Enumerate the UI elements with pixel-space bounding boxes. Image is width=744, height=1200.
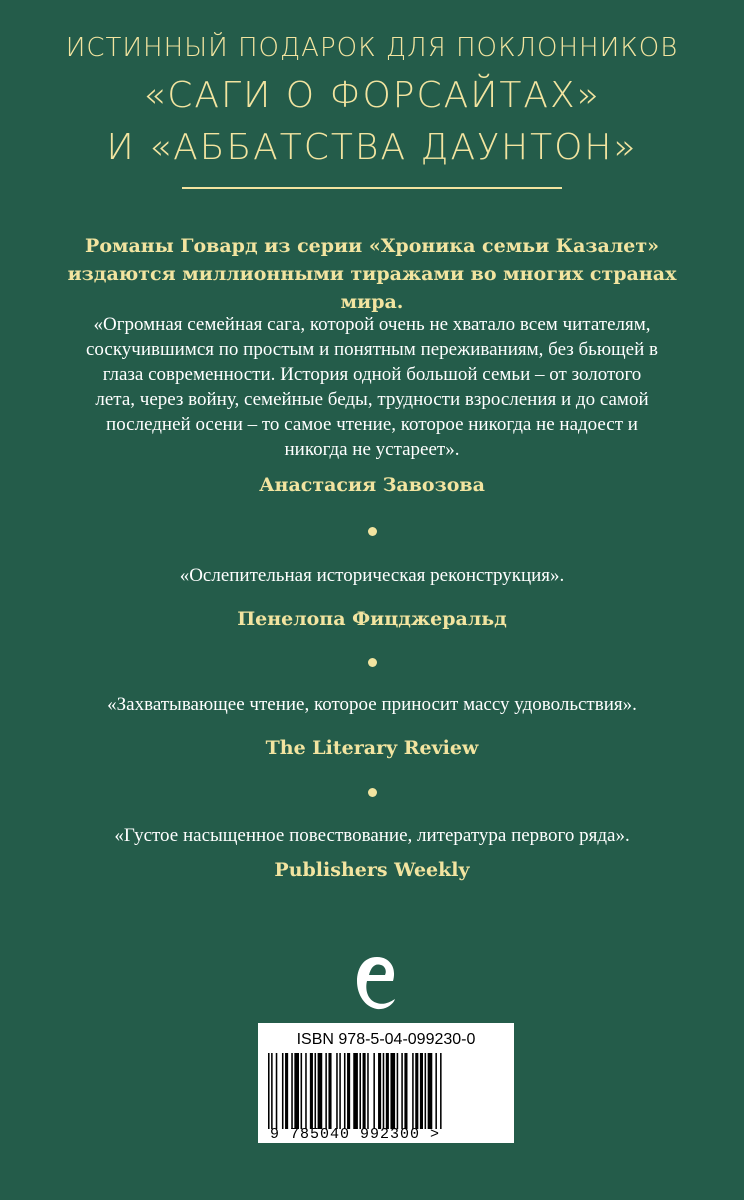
barcode-bar (420, 1053, 423, 1129)
barcode-bar (271, 1053, 273, 1129)
barcode-bar (401, 1053, 403, 1129)
barcode-bar (328, 1053, 331, 1129)
headline-line-2: «САГИ О ФОРСАЙТАХ» (143, 75, 601, 116)
headline (0, 26, 744, 174)
barcode-bar (425, 1053, 427, 1129)
barcode-bar (294, 1053, 299, 1129)
barcode-bar (415, 1053, 418, 1129)
review-quote-2 (30, 563, 714, 588)
barcode-bar (291, 1053, 293, 1129)
barcode-bar (276, 1053, 278, 1129)
headline-divider (182, 187, 562, 189)
review-quote-1 (30, 312, 714, 462)
barcode-bar (404, 1053, 407, 1129)
barcode-bar (440, 1053, 442, 1129)
review-1-line-3: глаза современности. История одной большой семьи – от золотого (102, 364, 642, 385)
barcode-bar (315, 1053, 317, 1129)
barcode-bar (412, 1053, 414, 1129)
barcode-bars (268, 1053, 504, 1129)
review-3-line-1: «Захватывающее чтение, которое приносит массу удовольствия». (107, 694, 637, 715)
barcode-bar (344, 1053, 346, 1129)
isbn-number: ISBN 978-5-04-099230-0 (296, 1031, 476, 1048)
barcode-bar (285, 1053, 288, 1129)
lead-line-2: издаются миллионными тиражами во многих странах мира. (67, 263, 677, 313)
barcode-bar (378, 1053, 381, 1129)
barcode-bar (383, 1053, 385, 1129)
lead-line-1: Романы Говард из серии «Хроника семьи Казалет» (85, 235, 659, 257)
review-author-3: The Literary Review (265, 737, 479, 759)
publisher-logo-icon (353, 953, 401, 1013)
barcode-digits: 9 785040 992300 > (270, 1126, 441, 1143)
barcode-bar (359, 1053, 361, 1129)
review-1-line-4: лета, через войну, семейные беды, трудности взросления и до самой (95, 389, 649, 410)
review-quote-4 (30, 823, 714, 848)
review-1-line-6: никогда не устареет». (284, 439, 460, 460)
review-2-line-1: «Ослепительная историческая реконструкция». (179, 565, 565, 586)
barcode-bar (318, 1053, 323, 1129)
lead-text (40, 232, 704, 316)
barcode-bar (325, 1053, 327, 1129)
barcode-bar (373, 1053, 375, 1129)
review-4-line-1: «Густое насыщенное повествование, литература первого ряда». (114, 825, 630, 846)
barcode-bar (282, 1053, 284, 1129)
barcode-bar (301, 1053, 303, 1129)
barcode-bar (347, 1053, 350, 1129)
barcode-bar (386, 1053, 389, 1129)
separator-dot-1 (368, 527, 377, 536)
barcode-bar (428, 1053, 433, 1129)
review-1-line-1: «Огромная семейная сага, которой очень не хватало всем читателям, (93, 314, 651, 335)
barcode-bar (435, 1053, 437, 1129)
headline-line-3: И «АББАТСТВА ДАУНТОН» (106, 127, 638, 168)
separator-dot-2 (368, 658, 377, 667)
barcode-bar (397, 1053, 399, 1129)
barcode-bar (367, 1053, 369, 1129)
barcode-bar (390, 1053, 395, 1129)
review-author-4: Publishers Weekly (274, 859, 470, 881)
barcode-bar (310, 1053, 313, 1129)
barcode-block (258, 1023, 514, 1143)
review-1-line-2: соскучившимся по простым и понятным переживаниям, без бьющей в (86, 339, 658, 360)
review-author-1: Анастасия Завозова (259, 474, 485, 496)
barcode-bar (336, 1053, 338, 1129)
review-quote-3 (30, 692, 714, 717)
barcode-bar (339, 1053, 341, 1129)
separator-dot-3 (368, 788, 377, 797)
barcode-bar (363, 1053, 366, 1129)
headline-line-1: ИСТИННЫЙ ПОДАРОК ДЛЯ ПОКЛОННИКОВ (65, 33, 679, 63)
barcode-bar (305, 1053, 307, 1129)
barcode-bar (268, 1053, 270, 1129)
barcode-bar (353, 1053, 358, 1129)
review-1-line-5: последней осени – то самое чтение, которое никогда не надоест и (106, 414, 638, 435)
review-author-2: Пенелопа Фицджеральд (237, 608, 507, 630)
